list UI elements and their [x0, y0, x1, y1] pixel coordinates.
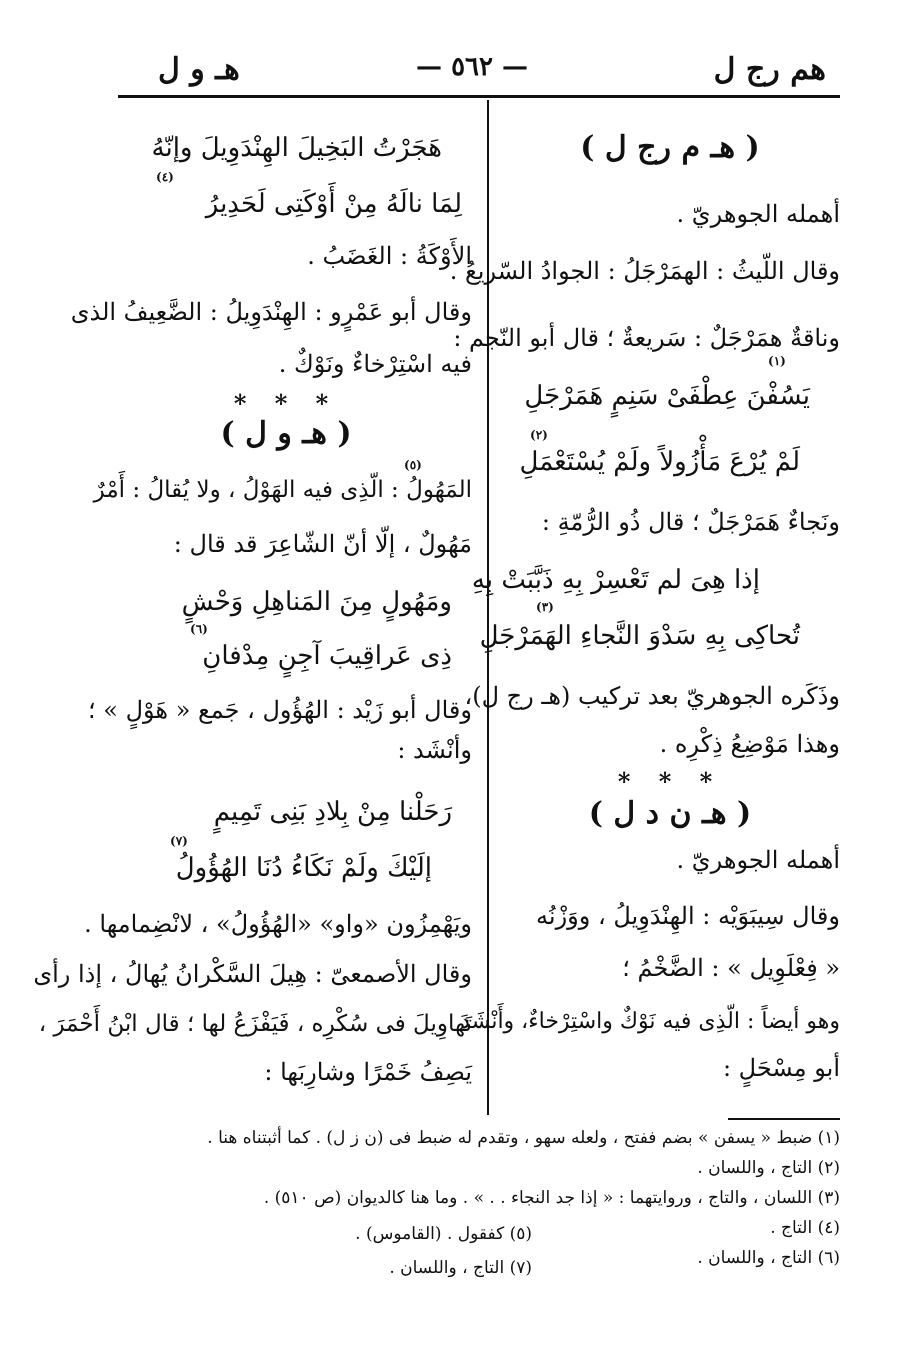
section-separator: * * * — [233, 389, 339, 418]
section-separator: * * * — [617, 767, 723, 796]
footnote-7: (٧) التاج ، واللسان . — [389, 1258, 532, 1278]
footnote-marker: (٣) — [536, 600, 554, 614]
verse-line: تُحاكِى بِهِ سَدْوَ النَّجاءِ الهَمَرْجَلِ — [479, 621, 800, 651]
header-right-title: هم رج ل — [713, 52, 826, 87]
text-line: وقال اللّيثُ : الهمَرْجَلُ : الجوادُ السّريعُ . — [449, 257, 840, 285]
footnote-marker: (٢) — [530, 428, 548, 442]
text-line: يَصِفُ خَمْرًا وشارِبَها : — [264, 1058, 472, 1086]
verse-line: رَحَلْنا مِنْ بِلادِ بَنِى تَمِيمٍ — [213, 797, 452, 827]
entry-heading-hmrjl: ( هـ م رج ل ) — [580, 130, 760, 165]
footnote-1: (١) ضبط « يسفن » بضم ففتح ، ولعله سهو ، وتقدم له ضبط فى (ن ز ل) . كما أثبتناه هنا . — [207, 1128, 840, 1148]
text-line: وقال أبو عَمْرٍو : الهِنْدَوِيلُ : الضَّعِيفُ الذى — [70, 298, 472, 326]
footnote-marker: (٧) — [170, 834, 188, 848]
verse-line: يَسُفْنَ عِطْفَىْ سَنِمٍ هَمَرْجَلِ — [524, 381, 810, 411]
text-line: وقال أبو زَيْد : الهُؤُول ، جَمع « هَوْلٍ » ؛ — [88, 696, 472, 724]
footnote-4: (٤) التاج . — [770, 1218, 840, 1238]
footnote-marker: (٥) — [404, 458, 422, 472]
text-line: مَهُولٌ ، إلّا أنّ الشّاعِرَ قد قال : — [173, 530, 472, 558]
text-line: وقال الأصمعىّ : هِيلَ السَّكْرانُ يُهالُ ، إذا رأى — [33, 960, 472, 988]
text-line: وهذا مَوْضِعُ ذِكْرِه . — [659, 730, 840, 758]
verse-line: إلَيْكَ ولَمْ نَكَاءُ دُنَا الهُؤُولُ — [175, 853, 432, 883]
text-line: أهمله الجوهريّ . — [676, 846, 840, 874]
text-line: الأَوْكَةُ : الغَضَبُ . — [307, 242, 472, 270]
verse-line: لَمْ يُرْعَ مَأْزُولاً ولَمْ يُسْتَعْمَلِ — [519, 447, 800, 477]
page-number: — ٥٦٢ — — [416, 52, 529, 82]
verse-line: إذا هِىَ لم تَعْسِرْ بِهِ ذَبَّبَتْ بِهِ — [471, 565, 760, 595]
footnote-3: (٣) اللسان ، والتاج ، وروايتهما : « إذا جد النجاء . . » . وما هنا كالديوان (ص ٥١٠) . — [263, 1188, 840, 1208]
text-line: ونَجاءٌ هَمَرْجَلٌ ؛ قال ذُو الرُّمّةِ : — [541, 508, 840, 536]
footnote-2: (٢) التاج ، واللسان . — [697, 1158, 840, 1178]
text-line: أهمله الجوهريّ . — [676, 200, 840, 228]
left-column — [33, 0, 472, 1120]
text-line: وقال سِيبَوَيْه : الهِنْدَوِيلُ ، ووَزْنُه — [536, 902, 840, 930]
footnote-marker: (٦) — [190, 622, 208, 636]
verse-line: ذِى عَراقِيبَ آجِنٍ مِدْفانِ — [202, 641, 452, 671]
entry-heading-hwl: ( هـ و ل ) — [220, 416, 352, 451]
header-left-title: هـ و ل — [158, 52, 240, 87]
text-line: ويَهْمِزُون «واو» «الهُؤُولُ» ، لانْضِمامها . — [84, 910, 472, 938]
verse-line: لِمَا نالَهُ مِنْ أَوْكَتِى لَحَدِيرُ — [205, 189, 462, 219]
text-line: تَهاوِيلَ فى سُكْرِه ، فَيَفْزَعُ لها ؛ قال ابْنُ أَحْمَرَ ، — [38, 1011, 472, 1037]
text-line: المَهُولُ : الّذِى فيه الهَوْلُ ، ولا يُقالُ : أَمْرٌ — [93, 477, 472, 503]
verse-line: ومَهُولٍ مِنَ المَناهِلِ وَحْشٍ — [181, 587, 452, 617]
entry-heading-hndl: ( هـ ن د ل ) — [588, 796, 752, 831]
text-line: أبو مِسْحَلٍ : — [722, 1054, 840, 1082]
verse-line: هَجَرْتُ البَخِيلَ الهِنْدَوِيلَ وإنّهُ — [151, 133, 442, 163]
footnote-5: (٥) كفقول . (القاموس) . — [355, 1224, 532, 1244]
footnote-rule — [728, 1118, 840, 1120]
column-divider — [487, 100, 489, 1115]
text-line: وناقةٌ همَرْجَلٌ : سَريعةٌ ؛ قال أبو النّجم : — [453, 324, 840, 352]
footnote-marker: (٤) — [156, 170, 174, 184]
text-line: وهو أيضاً : الّذِى فيه نَوْكٌ واسْتِرْخاءٌ، وأَنْشَدَ — [460, 1009, 840, 1034]
footnote-marker: (١) — [768, 354, 786, 368]
footnote-6: (٦) التاج ، واللسان . — [697, 1248, 840, 1268]
text-line: فيه اسْتِرْخاءٌ ونَوْكٌ . — [278, 350, 472, 378]
text-line: وأنْشَد : — [397, 736, 472, 764]
text-line: وذَكَره الجوهريّ بعد تركيب (هـ رج ل)، — [464, 682, 840, 710]
text-line: « فِعْلَوِيل » : الضَّخْمُ ؛ — [622, 954, 840, 982]
